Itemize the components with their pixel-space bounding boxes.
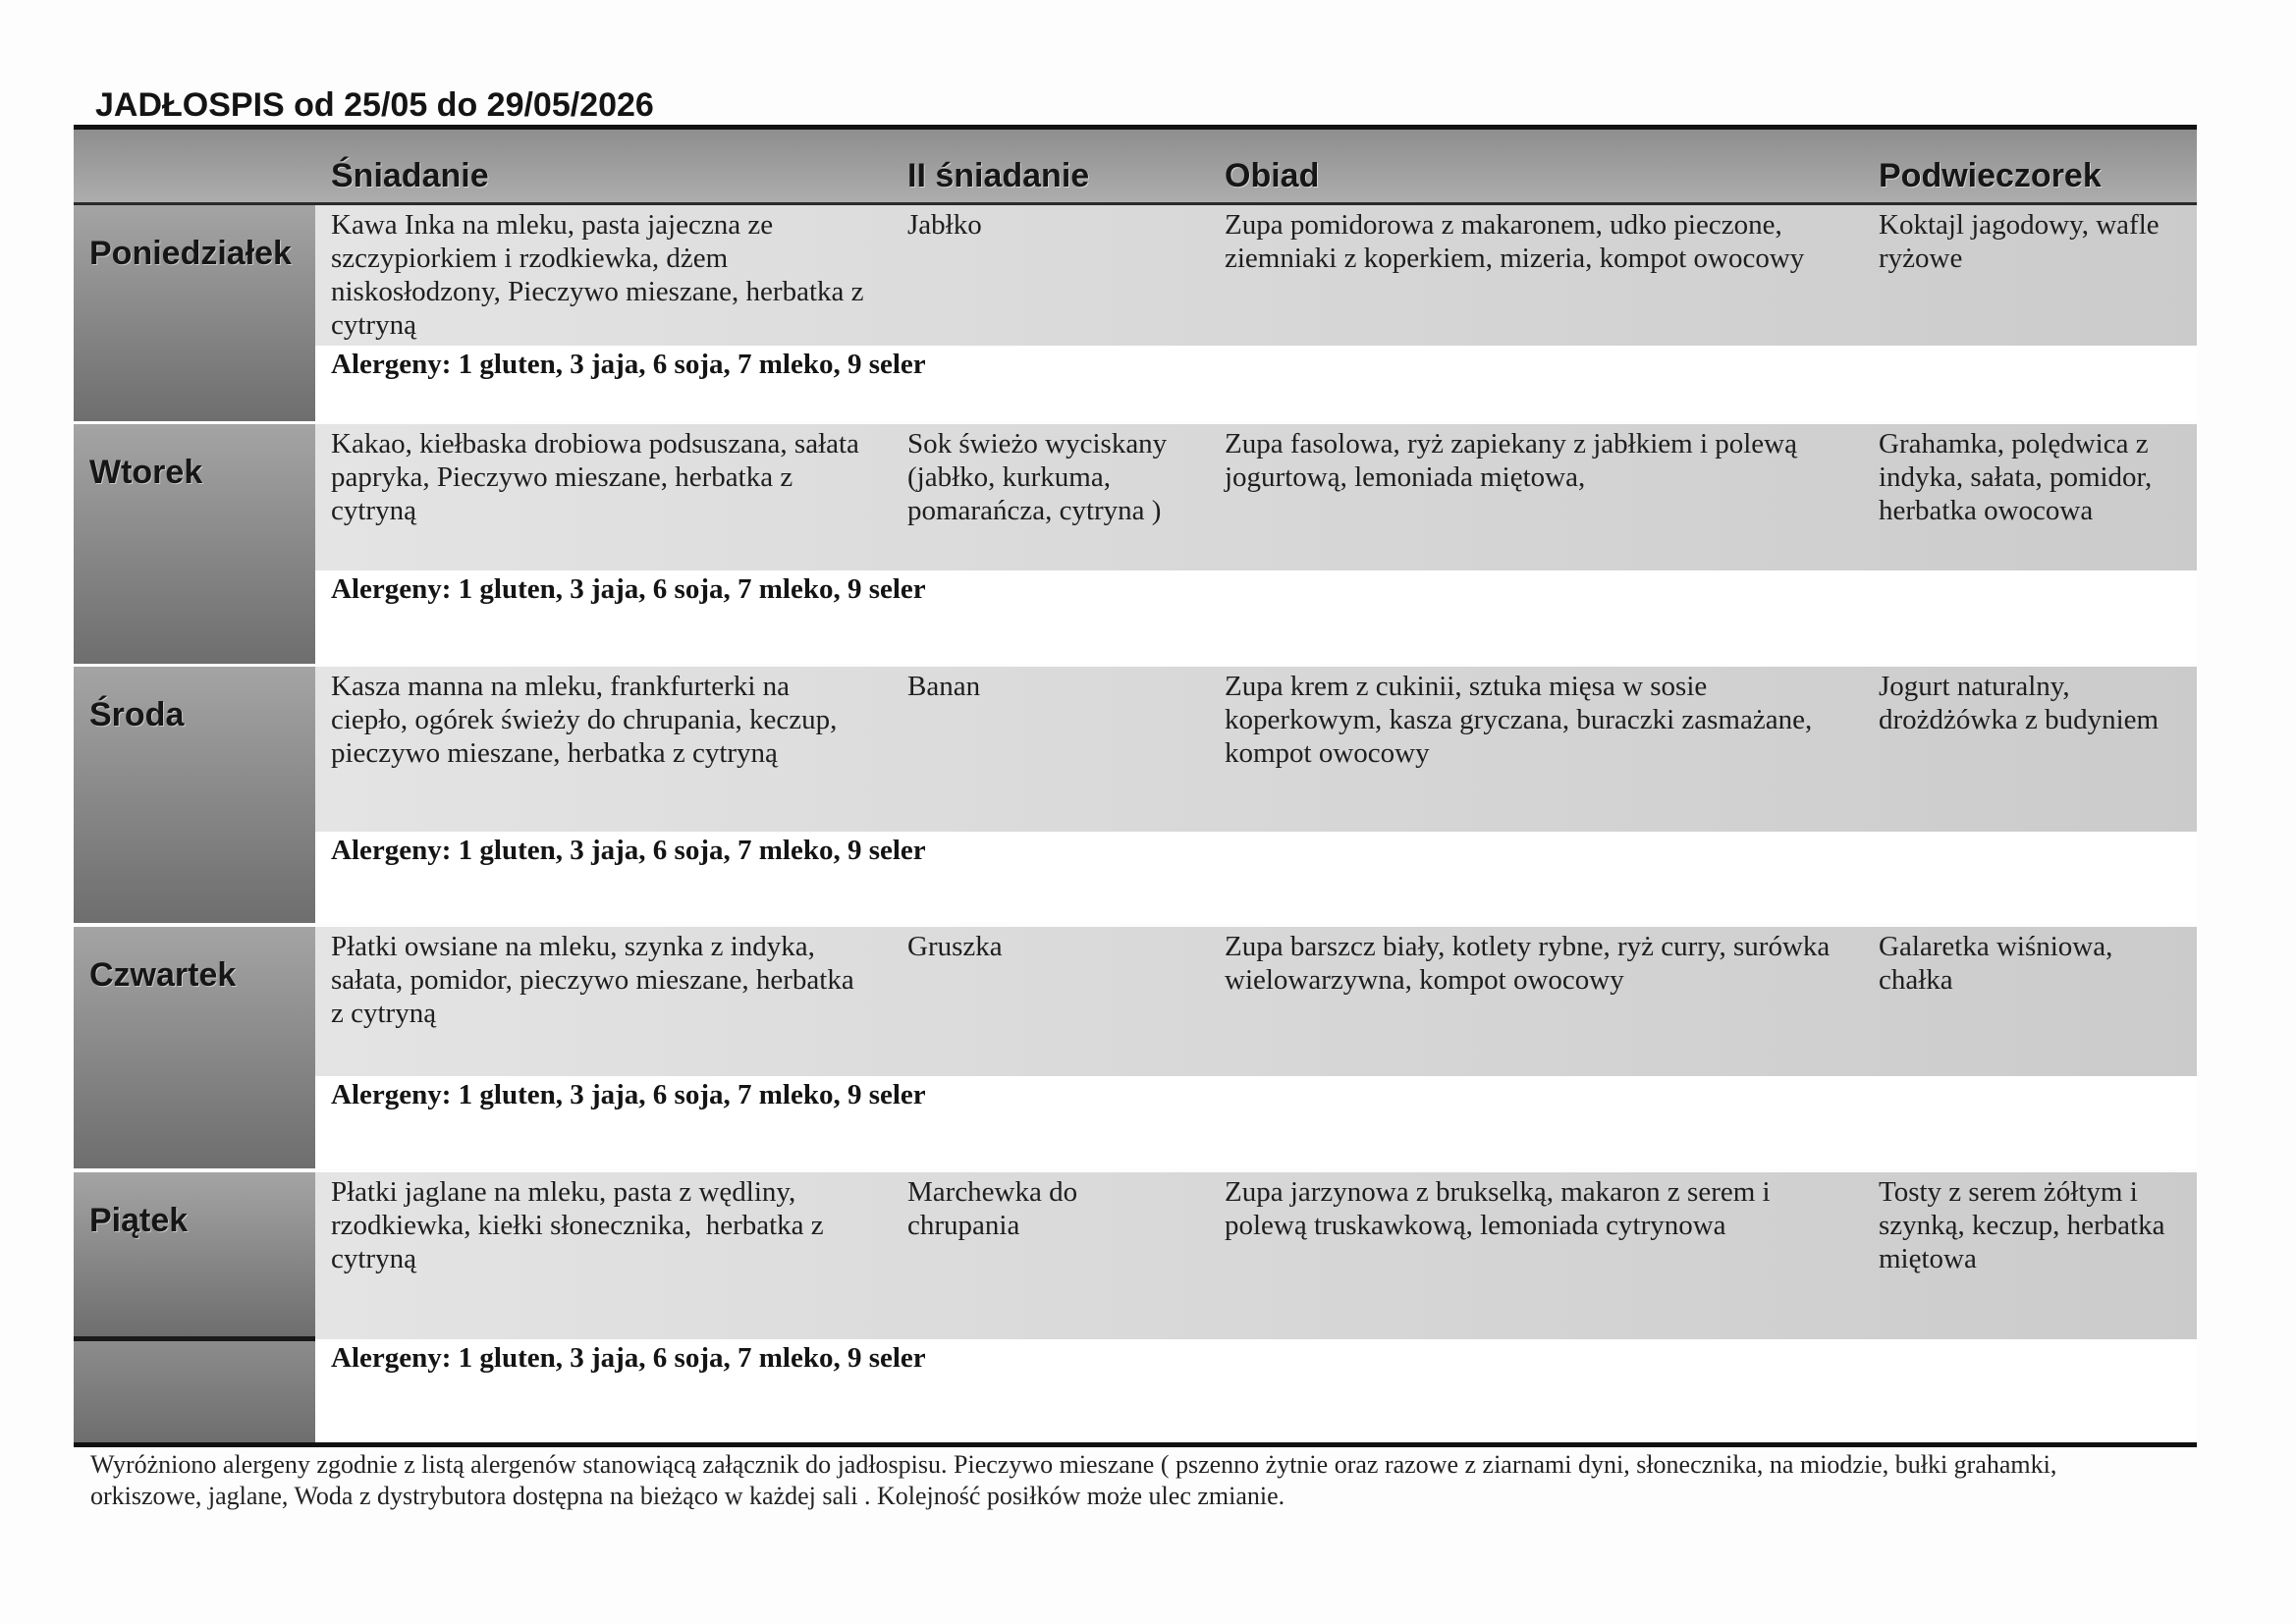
meal-ii-sniadanie: Marchewka do chrupania — [907, 1176, 1085, 1241]
meals-row — [315, 927, 2197, 1076]
day-row-poniedzialek — [74, 205, 2197, 421]
menu-title: JADŁOSPIS od 25/05 do 29/05/2026 — [95, 86, 654, 124]
day-name-cell — [74, 205, 315, 421]
header-podwieczorek: Podwieczorek — [1879, 157, 2102, 194]
day-row-wtorek — [74, 424, 2197, 664]
day-row-sroda — [74, 667, 2197, 923]
header-sniadanie: Śniadanie — [331, 157, 489, 194]
meal-sniadanie: Płatki owsiane na mleku, szynka z indyka, sałata, pomidor, pieczywo mieszane, herbatka z cytryną — [331, 931, 861, 1029]
day-row-piatek — [74, 1172, 2197, 1442]
day-name-cell — [74, 424, 315, 664]
meal-ii-sniadanie: Sok świeżo wyciskany (jabłko, kurkuma, pomarańcza, cytryna ) — [907, 428, 1175, 526]
day-name: Wtorek — [89, 454, 203, 491]
empty-day-cell — [74, 1341, 315, 1442]
meal-podwieczorek: Koktajl jagodowy, wafle ryżowe — [1879, 209, 2166, 274]
day-name-cell — [74, 1172, 315, 1336]
meal-obiad: Zupa pomidorowa z makaronem, udko pieczone, ziemniaki z koperkiem, mizeria, kompot owocowy — [1225, 209, 1805, 274]
day-name: Piątek — [89, 1202, 189, 1239]
allergens-text: Alergeny: 1 gluten, 3 jaja, 6 soja, 7 mleko, 9 seler — [331, 1079, 926, 1110]
allergens-text: Alergeny: 1 gluten, 3 jaja, 6 soja, 7 mleko, 9 seler — [331, 573, 926, 605]
table-header — [74, 130, 2197, 202]
header-ii-sniadanie: II śniadanie — [907, 157, 1090, 194]
meals-row — [315, 667, 2197, 832]
meal-obiad: Zupa barszcz biały, kotlety rybne, ryż curry, surówka wielowarzywna, kompot owocowy — [1225, 931, 1837, 996]
meal-sniadanie: Kawa Inka na mleku, pasta jajeczna ze szczypiorkiem i rzodkiewka, dżem niskosłodzony, Pieczywo mieszane, herbatka z cytryną — [331, 209, 871, 341]
allergens-text: Alergeny: 1 gluten, 3 jaja, 6 soja, 7 mleko, 9 seler — [331, 835, 926, 866]
day-name: Poniedziałek — [89, 235, 292, 272]
footnote-line: orkiszowe, jaglane, Woda z dystrybutora dostępna na bieżąco w każdej sali . Kolejność posiłków może ulec zmianie. — [90, 1482, 1285, 1510]
allergens-row — [315, 1339, 2197, 1442]
day-name: Środa — [89, 696, 185, 733]
allergens-row — [315, 832, 2197, 923]
meal-obiad: Zupa krem z cukinii, sztuka mięsa w sosie koperkowym, kasza gryczana, buraczki zasmażane, kompot owocowy — [1225, 671, 1820, 769]
allergens-row — [315, 1076, 2197, 1168]
meal-podwieczorek: Jogurt naturalny, drożdżówka z budyniem — [1879, 671, 2159, 735]
day-name-cell — [74, 667, 315, 923]
meal-obiad: Zupa jarzynowa z brukselką, makaron z serem i polewą truskawkową, lemoniada cytrynowa — [1225, 1176, 1777, 1241]
meal-ii-sniadanie: Banan — [907, 671, 981, 702]
meal-sniadanie: Kasza manna na mleku, frankfurterki na ciepło, ogórek świeży do chrupania, keczup, pieczywo mieszane, herbatka z cytryną — [331, 671, 845, 769]
meal-podwieczorek: Tosty z serem żółtym i szynką, keczup, herbatka miętowa — [1879, 1176, 2172, 1274]
day-row-czwartek — [74, 927, 2197, 1168]
meal-podwieczorek: Galaretka wiśniowa, chałka — [1879, 931, 2120, 996]
header-obiad: Obiad — [1225, 157, 1320, 194]
meal-ii-sniadanie: Jabłko — [907, 209, 982, 241]
meal-obiad: Zupa fasolowa, ryż zapiekany z jabłkiem i polewą jogurtową, lemoniada miętowa, — [1225, 428, 1805, 493]
day-name: Czwartek — [89, 956, 237, 994]
allergens-text: Alergeny: 1 gluten, 3 jaja, 6 soja, 7 mleko, 9 seler — [331, 349, 926, 380]
allergens-text: Alergeny: 1 gluten, 3 jaja, 6 soja, 7 mleko, 9 seler — [331, 1342, 926, 1374]
table-bottom-rule — [74, 1442, 2197, 1447]
meals-row — [315, 1172, 2197, 1339]
footnote-line: Wyróżniono alergeny zgodnie z listą alergenów stanowiącą załącznik do jadłospisu. Pieczywo mieszane ( pszenno żytnie oraz razowe z ziarnami dyni, słonecznika, na miodzie, bułki grahamki, — [90, 1450, 2057, 1479]
meal-podwieczorek: Grahamka, polędwica z indyka, sałata, pomidor, herbatka owocowa — [1879, 428, 2159, 526]
allergens-row — [315, 570, 2197, 664]
meal-sniadanie: Płatki jaglane na mleku, pasta z wędliny, rzodkiewka, kiełki słonecznika, herbatka z cytryną — [331, 1176, 831, 1274]
meal-sniadanie: Kakao, kiełbaska drobiowa podsuszana, sałata papryka, Pieczywo mieszane, herbatka z cytryną — [331, 428, 867, 526]
footnote — [90, 1449, 2056, 1512]
meals-row — [315, 205, 2197, 346]
day-name-cell — [74, 927, 315, 1168]
meals-row — [315, 424, 2197, 570]
meal-ii-sniadanie: Gruszka — [907, 931, 1003, 962]
allergens-row — [315, 346, 2197, 421]
